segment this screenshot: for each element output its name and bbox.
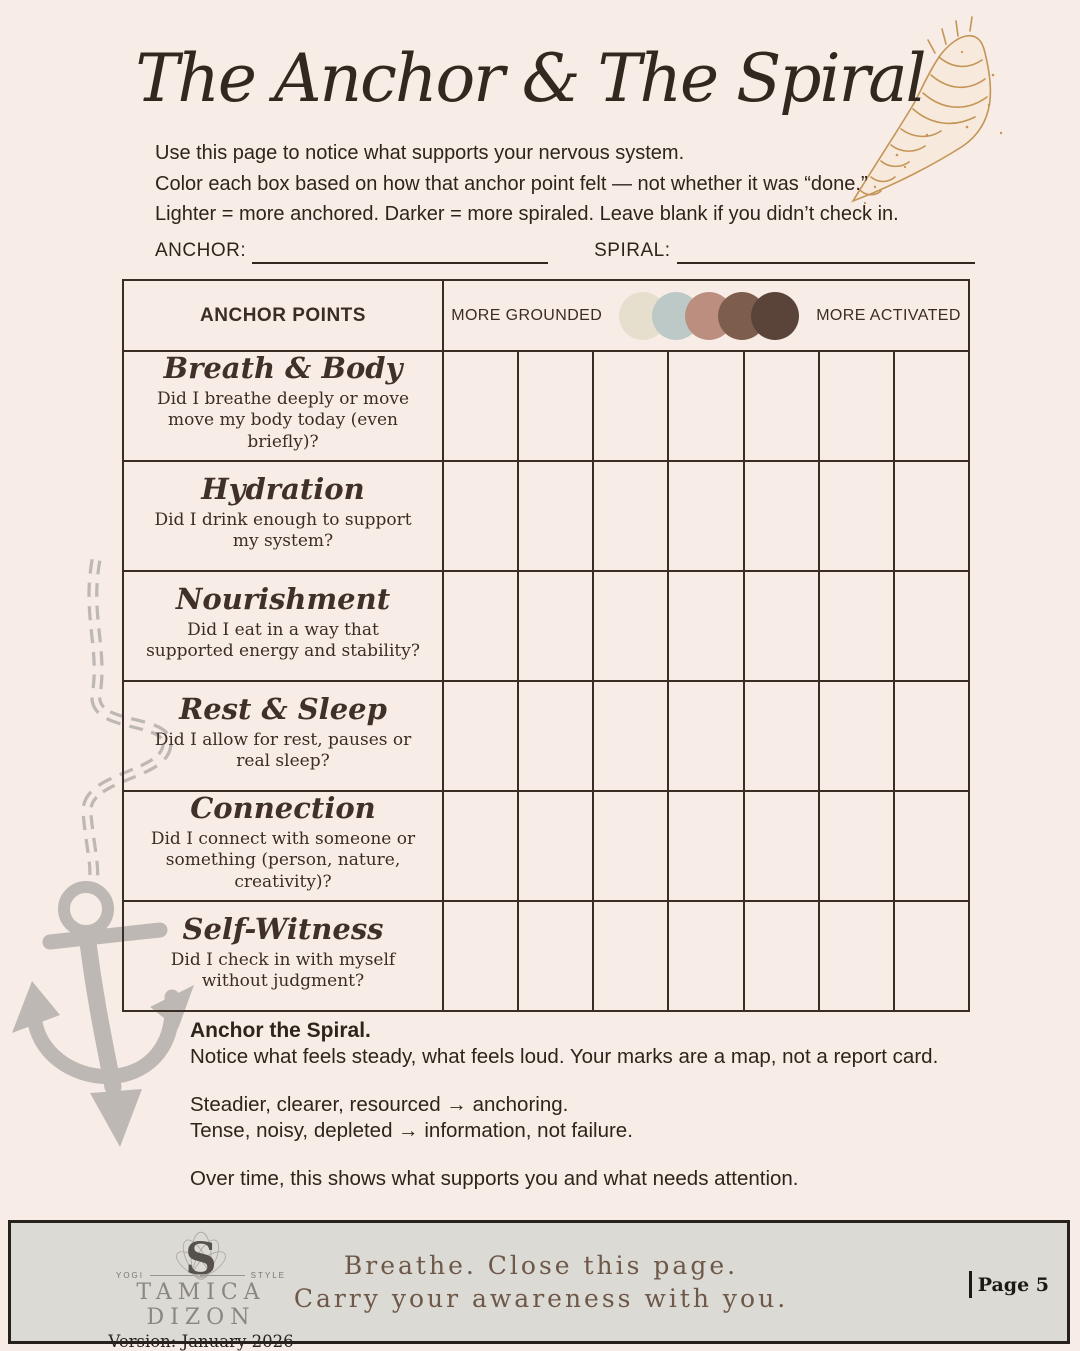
row-label-cell xyxy=(123,571,443,681)
logo-monogram: S xyxy=(185,1233,217,1283)
anchor-table-body xyxy=(123,351,969,1011)
color-box[interactable] xyxy=(744,901,819,1011)
brand-name-line2: DIZON xyxy=(146,1305,256,1330)
logo-word-yogi: YOGI xyxy=(116,1271,145,1280)
color-box[interactable] xyxy=(443,461,518,571)
anchor-field-group xyxy=(155,240,548,264)
color-box[interactable] xyxy=(443,571,518,681)
row-question: Did I connect with someone or something (person, nature, creativity)? xyxy=(150,829,416,892)
version-label: Version: January 2026 xyxy=(108,1332,294,1351)
scale-swatch xyxy=(751,292,799,340)
color-box[interactable] xyxy=(668,351,743,461)
scale-header-cell xyxy=(443,280,969,351)
row-title: Rest & Sleep xyxy=(179,691,387,726)
summary-mapping-1: Steadier, clearer, resourced → anchoring. xyxy=(190,1093,569,1116)
color-box[interactable] xyxy=(443,901,518,1011)
color-box[interactable] xyxy=(744,681,819,791)
anchor-points-header: ANCHOR POINTS xyxy=(123,280,443,351)
page-title: The Anchor & The Spiral xyxy=(135,40,925,117)
footer-quote xyxy=(246,1249,836,1315)
row-label-cell xyxy=(123,901,443,1011)
footer xyxy=(8,1220,1070,1351)
color-box[interactable] xyxy=(593,791,668,901)
color-box[interactable] xyxy=(518,901,593,1011)
color-box[interactable] xyxy=(894,901,969,1011)
row-question: Did I breathe deeply or move move my body today (even briefly)? xyxy=(156,389,410,452)
table-row xyxy=(123,461,969,571)
color-box[interactable] xyxy=(518,571,593,681)
scale-swatches xyxy=(619,292,799,340)
row-title: Self-Witness xyxy=(182,911,384,946)
color-box[interactable] xyxy=(518,681,593,791)
color-box[interactable] xyxy=(894,791,969,901)
row-label-cell xyxy=(123,681,443,791)
color-box[interactable] xyxy=(894,681,969,791)
color-box[interactable] xyxy=(443,351,518,461)
anchor-points-table xyxy=(122,279,970,1012)
color-box[interactable] xyxy=(593,901,668,1011)
color-box[interactable] xyxy=(518,791,593,901)
anchor-field-input[interactable] xyxy=(252,242,548,264)
color-box[interactable] xyxy=(593,681,668,791)
color-box[interactable] xyxy=(518,351,593,461)
page-number xyxy=(969,1271,1049,1298)
color-box[interactable] xyxy=(894,351,969,461)
instruction-line-1: Use this page to notice what supports your nervous system. xyxy=(155,142,685,164)
spiral-field-input[interactable] xyxy=(677,242,975,264)
page-number-label: Page 5 xyxy=(977,1273,1049,1296)
color-box[interactable] xyxy=(744,351,819,461)
color-box[interactable] xyxy=(744,461,819,571)
logo-word-style: STYLE xyxy=(250,1271,287,1280)
row-question: Did I eat in a way that supported energy and stability? xyxy=(146,619,420,661)
table-row xyxy=(123,351,969,461)
row-title: Nourishment xyxy=(175,581,391,616)
row-title: Hydration xyxy=(201,471,365,506)
scale-right-label: MORE ACTIVATED xyxy=(816,306,961,324)
row-question: Did I allow for rest, pauses or real sleep? xyxy=(154,729,412,771)
color-box[interactable] xyxy=(819,901,894,1011)
color-box[interactable] xyxy=(819,461,894,571)
color-box[interactable] xyxy=(668,901,743,1011)
summary-heading: Anchor the Spiral. xyxy=(190,1019,371,1042)
row-label-cell xyxy=(123,461,443,571)
color-box[interactable] xyxy=(744,571,819,681)
color-box[interactable] xyxy=(668,681,743,791)
color-box[interactable] xyxy=(744,791,819,901)
fill-in-fields xyxy=(155,240,965,264)
quote-line-2: Carry your awareness with you. xyxy=(293,1284,789,1313)
table-row xyxy=(123,571,969,681)
summary-mapping-2: Tense, noisy, depleted → information, not failure. xyxy=(190,1119,633,1142)
table-header-row xyxy=(123,280,969,351)
color-box[interactable] xyxy=(668,461,743,571)
spiral-field-group xyxy=(594,240,974,264)
color-box[interactable] xyxy=(518,461,593,571)
row-label-cell xyxy=(123,351,443,461)
row-title: Connection xyxy=(190,791,376,826)
row-question: Did I check in with myself without judgment? xyxy=(170,949,396,991)
color-box[interactable] xyxy=(894,571,969,681)
table-row xyxy=(123,681,969,791)
quote-line-1: Breathe. Close this page. xyxy=(343,1251,739,1280)
color-box[interactable] xyxy=(894,461,969,571)
color-box[interactable] xyxy=(668,791,743,901)
anchor-field-label: ANCHOR: xyxy=(155,240,247,261)
color-box[interactable] xyxy=(443,681,518,791)
summary-section xyxy=(190,1018,1020,1192)
summary-intro: Notice what feels steady, what feels loud. Your marks are a map, not a report card. xyxy=(190,1045,939,1068)
spiral-field-label: SPIRAL: xyxy=(594,240,671,261)
brand-name-line1: TAMICA xyxy=(136,1280,266,1305)
color-box[interactable] xyxy=(819,351,894,461)
scale-left-label: MORE GROUNDED xyxy=(451,306,603,324)
color-box[interactable] xyxy=(593,461,668,571)
color-box[interactable] xyxy=(593,351,668,461)
color-box[interactable] xyxy=(443,791,518,901)
instruction-line-2: Color each box based on how that anchor point felt — not whether it was “done.” xyxy=(155,172,868,195)
color-box[interactable] xyxy=(593,571,668,681)
page-number-divider xyxy=(969,1271,972,1298)
table-row xyxy=(123,791,969,901)
instructions xyxy=(155,138,915,230)
table-row xyxy=(123,901,969,1011)
row-title: Breath & Body xyxy=(163,351,403,386)
row-label-cell xyxy=(123,791,443,901)
instruction-line-3: Lighter = more anchored. Darker = more spiraled. Leave blank if you didn’t check in. xyxy=(155,203,899,225)
row-question: Did I drink enough to support my system? xyxy=(154,509,412,551)
summary-closing: Over time, this shows what supports you and what needs attention. xyxy=(190,1167,799,1190)
color-box[interactable] xyxy=(668,571,743,681)
color-box[interactable] xyxy=(819,791,894,901)
color-box[interactable] xyxy=(819,571,894,681)
color-box[interactable] xyxy=(819,681,894,791)
